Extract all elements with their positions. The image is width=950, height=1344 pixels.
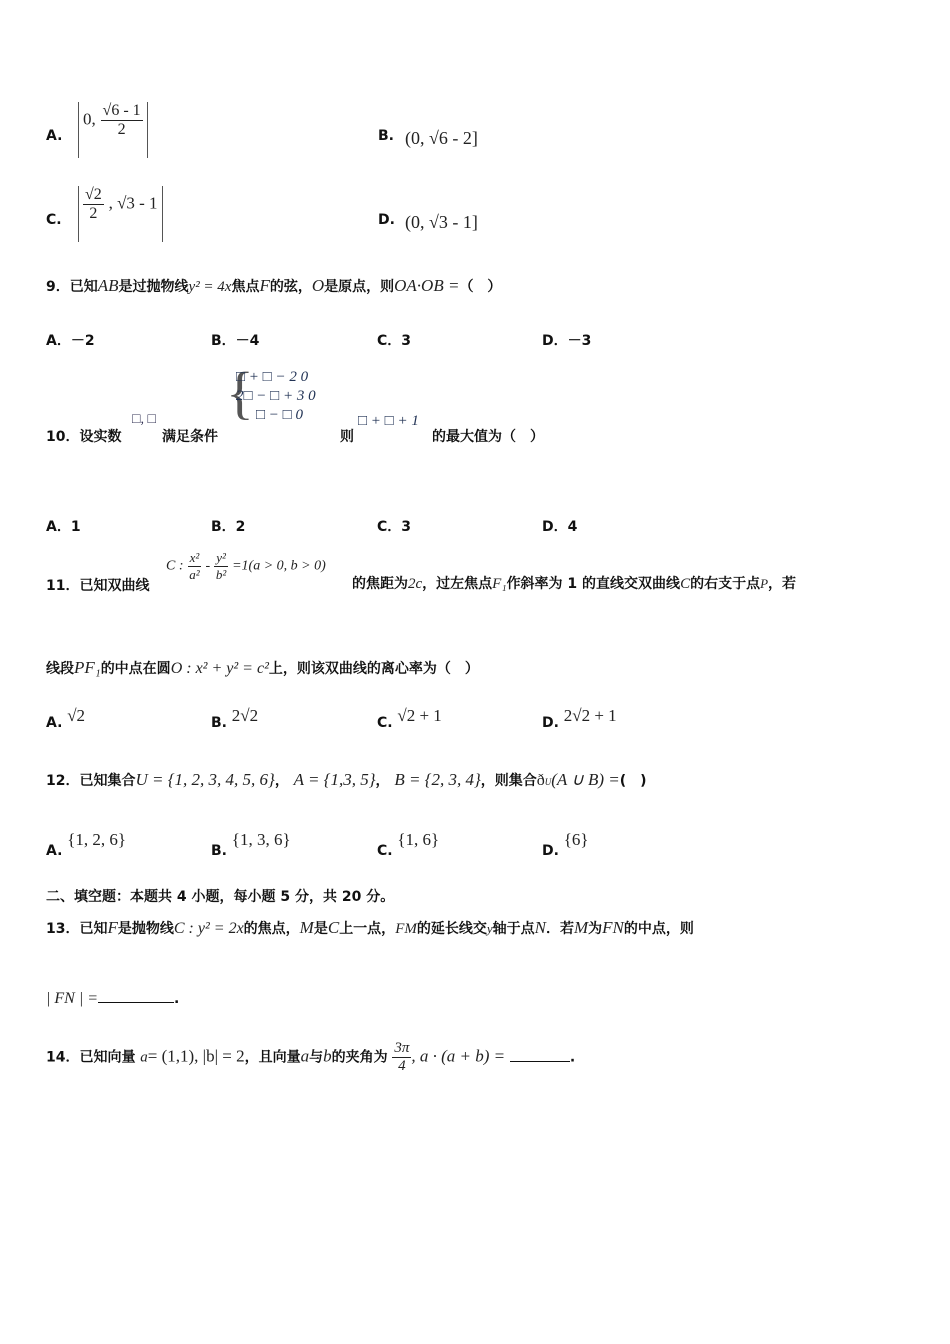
q8-option-a-expression	[78, 102, 148, 158]
q11-option-c: C. √2 + 1	[377, 706, 442, 731]
q10-variables: □, □	[132, 412, 156, 427]
q10-condition-2: 2□ − □ + 3 0	[236, 388, 316, 404]
q11-condition: =1(a > 0, b > 0)	[232, 558, 326, 574]
q8-option-a-label: A.	[46, 128, 63, 144]
q12-expression: (A ∪ B) =	[551, 770, 620, 789]
q10-condition-1: □ + □ − 2 0	[236, 369, 309, 385]
q8-option-c-label: C.	[46, 212, 62, 228]
q11-x-fraction: $\frac{\text{x²}}{\text{a²}}$	[189, 550, 200, 582]
q9-text2: 焦点	[231, 279, 260, 295]
q9-option-a: A．－2	[46, 333, 95, 349]
q10-condition-3: □ − □ 0	[256, 407, 303, 423]
q11-hyperbola	[166, 550, 326, 583]
q11-option-b: B. 2√2	[211, 706, 259, 731]
q8-option-d-expression: (0, √3 - 1]	[405, 212, 478, 232]
q8-a-fraction	[101, 102, 143, 139]
q8-c-fraction	[83, 186, 104, 223]
q9-parabola: y² = 4x	[188, 279, 232, 295]
q8-a-denominator: 2	[117, 121, 126, 138]
q9-ab: AB	[97, 276, 119, 295]
q10-option-c: C．3	[377, 519, 412, 535]
q9-option-d: D．－3	[542, 333, 592, 349]
q12-set-u: U = {1, 2, 3, 4, 5, 6}	[135, 770, 275, 789]
q11-number: 11．已知双曲线	[46, 578, 150, 594]
q11-y-fraction: $\frac{\text{y²}}{\text{b²}}$	[215, 550, 227, 582]
q14-angle-fraction: $\frac{3\pi}{4}$	[394, 1040, 410, 1074]
q13-answer-blank[interactable]	[98, 984, 174, 1003]
q10-system-brace: {	[226, 360, 254, 425]
q9-o: O	[311, 276, 325, 295]
q8-option-b-label: B.	[378, 128, 394, 144]
q10-text3: 的最大值为（ ）	[432, 429, 544, 445]
q8-a-numerator: √6 - 1	[102, 102, 141, 119]
q11-stem-line2: 线段PF₁的中点在圆O : x² + y² = c²上，则该双曲线的离心率为（ ）	[46, 658, 479, 677]
q11-option-a: A. √2	[46, 706, 86, 731]
q13-parabola: C : y² = 2x	[173, 920, 244, 937]
q9-text1: 是过抛物线	[118, 279, 189, 295]
q11-stem-line1: 的焦距为2c，过左焦点F₁作斜率为 1 的直线交双曲线C的右支于点P，若	[352, 576, 797, 592]
q11-option-d: D. 2√2 + 1	[542, 706, 617, 731]
q8-c-suffix: , √3 - 1	[108, 193, 158, 213]
q14-answer-blank[interactable]	[510, 1043, 570, 1062]
q12-set-b: B = {2, 3, 4}	[394, 770, 481, 789]
q14-expression: , a · (a + b) =	[411, 1046, 506, 1066]
q9-option-b: B．－4	[211, 333, 260, 349]
q13-answer-label: | FN | =	[46, 990, 99, 1007]
q14-vector-a: a	[140, 1049, 148, 1066]
q9-stem	[46, 276, 501, 296]
q12-complement-symbol: ð	[536, 772, 545, 789]
q9-number: 9．已知	[46, 279, 98, 295]
q12-option-b: B. {1, 3, 6}	[211, 830, 291, 859]
q8-option-b-expression: (0, √6 - 2]	[405, 128, 478, 148]
q8-a-prefix: 0,	[83, 109, 96, 129]
q11-minus: -	[205, 558, 211, 574]
q10-number: 10．设实数	[46, 429, 122, 445]
q14-vector-values: = (1,1), |b| = 2	[147, 1046, 245, 1066]
q10-text1: 满足条件	[162, 429, 218, 445]
q8-option-d-label: D.	[378, 212, 395, 228]
q8-c-denominator: 2	[89, 205, 98, 222]
q12-option-c: C. {1, 6}	[377, 830, 440, 859]
q8-c-numerator: √2	[85, 186, 102, 203]
q9-text4: 是原点，则	[324, 279, 395, 295]
section-fill-in-title: 二、填空题：本题共 4 小题，每小题 5 分，共 20 分。	[46, 889, 395, 905]
q10-option-a: A．1	[46, 519, 81, 535]
q11-c-prefix: C :	[166, 558, 184, 574]
q14-stem: 14．已知向量 a= (1,1), |b| = 2，且向量a与b的夹角为 $\frac{3\pi}{4}$ , a · (a + b) = .	[46, 1040, 576, 1074]
q9-expression: OA·OB =	[394, 276, 460, 295]
q12-option-a: A. {1, 2, 6}	[46, 830, 127, 859]
q12-option-d: D. {6}	[542, 830, 589, 859]
q9-text3: 的弦，	[269, 279, 312, 295]
q9-paren: （ ）	[459, 279, 502, 295]
q9-f: F	[259, 276, 270, 295]
q9-option-c: C．3	[377, 333, 412, 349]
q8-option-c-expression	[78, 186, 163, 242]
q10-system	[236, 368, 316, 425]
q13-answer-line: | FN | = .	[46, 984, 179, 1008]
q10-option-d: D．4	[542, 519, 578, 535]
q12-set-a: A = {1,3, 5}	[293, 770, 376, 789]
q10-target-expression: □ + □ + 1	[358, 413, 419, 429]
q13-stem: 13．已知F是抛物线C : y² = 2x的焦点，M是C上一点，FM的延长线交y轴于点N．若M为FN的中点，则	[46, 918, 694, 937]
q10-text2: 则	[340, 429, 354, 445]
q10-option-b: B．2	[211, 519, 246, 535]
q12-stem: 12．已知集合U = {1, 2, 3, 4, 5, 6}， A = {1,3, 5}， B = {2, 3, 4}，则集合ðU(A ∪ B) =( )	[46, 770, 647, 789]
